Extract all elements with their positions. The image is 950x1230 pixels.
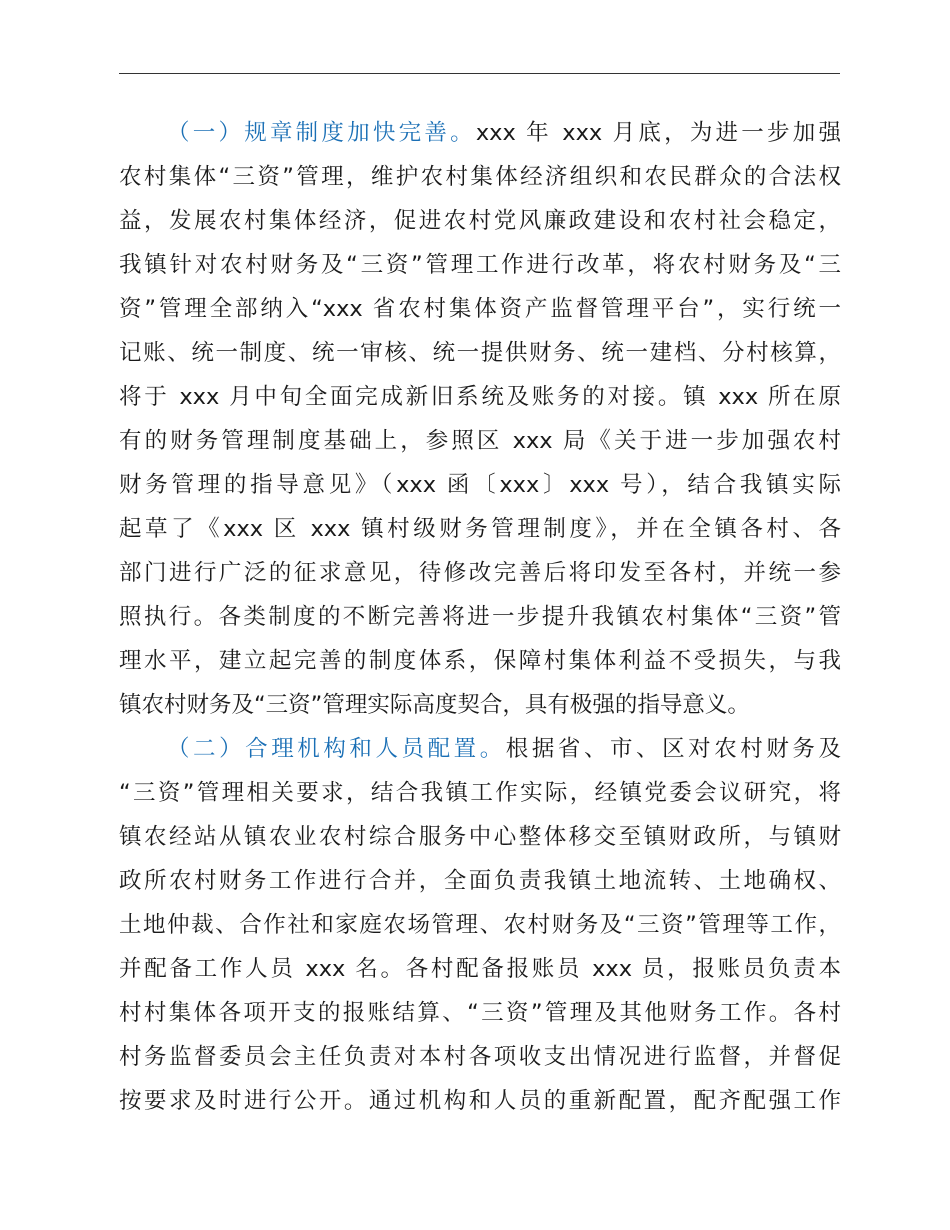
body-line: 记账、统一制度、统一审核、统一提供财务、统一建档、分村核算，	[119, 340, 841, 366]
body-line: 有的财务管理制度基础上，参照区 xxx 局《关于进一步加强农村	[119, 428, 841, 454]
section-heading: （二）合理机构和人员配置。	[167, 736, 506, 762]
body-line: 将于 xxx 月中旬全面完成新旧系统及账务的对接。镇 xxx 所在原	[119, 384, 841, 410]
body-line: 理水平，建立起完善的制度体系，保障村集体利益不受损失，与我	[119, 648, 841, 674]
body-line: 按要求及时进行公开。通过机构和人员的重新配置，配齐配强工作	[119, 1088, 841, 1114]
body-line: 部门进行广泛的征求意见，待修改完善后将印发至各村，并统一参	[119, 560, 841, 586]
body-line: 起草了《xxx 区 xxx 镇村级财务管理制度》，并在全镇各村、各	[119, 516, 841, 542]
body-line: 村务监督委员会主任负责对本村各项收支出情况进行监督，并督促	[119, 1044, 841, 1070]
body-line: 农村集体“三资”管理，维护农村集体经济组织和农民群众的合法权	[119, 164, 841, 190]
body-line: 镇农经站从镇农业农村综合服务中心整体移交至镇财政所，与镇财	[119, 824, 841, 850]
header-rule	[119, 73, 840, 74]
body-line: 镇农村财务及“三资”管理实际高度契合，具有极强的指导意义。	[119, 692, 750, 718]
body-line: 照执行。各类制度的不断完善将进一步提升我镇农村集体“三资”管	[119, 604, 841, 630]
paragraph-staffing	[119, 727, 841, 1123]
paragraph-regulations	[119, 111, 841, 727]
body-line: 村村集体各项开支的报账结算、“三资”管理及其他财务工作。各村	[119, 1000, 841, 1026]
body-line: “三资”管理相关要求，结合我镇工作实际，经镇党委会议研究，将	[119, 780, 841, 806]
paragraph-first-line	[119, 727, 841, 771]
body-text: 根据省、市、区对农村财务及	[505, 736, 841, 762]
body-line: 我镇针对农村财务及“三资”管理工作进行改革，将农村财务及“三	[119, 252, 841, 278]
body-line: 并配备工作人员 xxx 名。各村配备报账员 xxx 员，报账员负责本	[119, 956, 841, 982]
body-line: 益，发展农村集体经济，促进农村党风廉政建设和农村社会稳定，	[119, 208, 841, 234]
paragraph-first-line	[119, 111, 841, 155]
body-text: xxx 年 xxx 月底，为进一步加强	[475, 120, 841, 146]
body-line: 财务管理的指导意见》（xxx 函〔xxx〕xxx 号），结合我镇实际	[119, 472, 841, 498]
body-line: 资”管理全部纳入“xxx 省农村集体资产监督管理平台”，实行统一	[119, 296, 841, 322]
body-line: 土地仲裁、合作社和家庭农场管理、农村财务及“三资”管理等工作，	[119, 912, 841, 938]
section-heading: （一）规章制度加快完善。	[167, 120, 476, 146]
body-line: 政所农村财务工作进行合并，全面负责我镇土地流转、土地确权、	[119, 868, 841, 894]
